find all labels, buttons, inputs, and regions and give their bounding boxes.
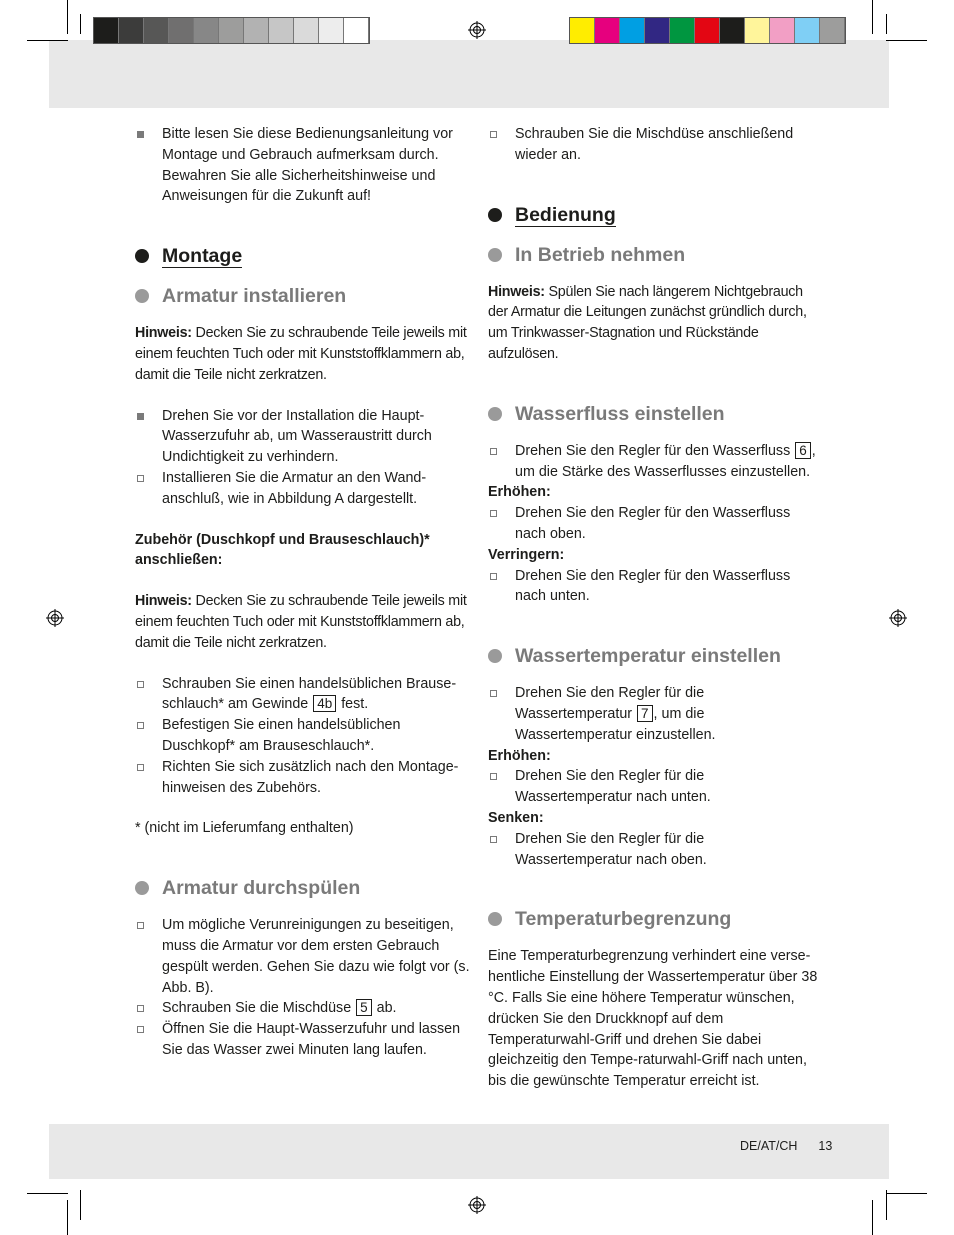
color-swatch — [670, 18, 695, 43]
checkbox-bullet-icon — [490, 448, 497, 455]
checkbox-bullet-icon — [137, 1005, 144, 1012]
gray-circle-icon — [135, 289, 149, 303]
filled-circle-icon — [135, 249, 149, 263]
intro-item — [135, 124, 470, 207]
accessory-step: Schrauben Sie einen handelsüblichen Brause-schlauch* am Gewinde 4b fest. — [135, 674, 470, 716]
checkbox-bullet-icon — [137, 681, 144, 688]
accessory-step: Richten Sie sich zusätzlich nach den Montage-hinweisen des Zubehörs. — [135, 757, 470, 799]
accessory-note: Hinweis: Decken Sie zu schraubende Teile jeweils mit einem feuchten Tuch oder mit Kunststoffklammern ab, damit die Teile nicht zerkratzen. — [135, 593, 467, 651]
footnote: * (nicht im Lieferumfang enthalten) — [135, 820, 354, 837]
checkbox-bullet-icon — [490, 131, 497, 138]
limit-paragraph: Eine Temperaturbegrenzung verhindert eine verse-hentliche Einstellung der Wassertemperatur über 38 °C. Falls Sie eine höhere Temperatur wünschen, drücken Sie den Druckknopf auf dem Temperaturwahl-Griff und drehen Sie dabei gleichzeitig den Tempe-raturwahl-Griff nach unten, bis die gewünschte Temperatur erreicht ist. — [488, 948, 818, 1090]
page-footer — [740, 1138, 832, 1154]
subsection-heading-temperature: Wassertemperatur einstellen — [488, 643, 823, 669]
lower-label: Senken: — [488, 809, 544, 826]
color-swatch — [770, 18, 795, 43]
install-note: Hinweis: Decken Sie zu schraubende Teile jeweils mit einem feuchten Tuch oder mit Kunststoffklammern ab, damit die Teile nicht zerkratzen. — [135, 325, 467, 383]
color-swatch — [119, 18, 144, 43]
flow-step: Drehen Sie den Regler für den Wasserfluss nach oben. — [488, 503, 823, 545]
checkbox-bullet-icon — [490, 690, 497, 697]
square-bullet-icon — [137, 131, 144, 138]
checkbox-bullet-icon — [137, 1026, 144, 1033]
decrease-label: Verringern: — [488, 546, 565, 563]
intro-text: Bitte lesen Sie diese Bedienungsanleitung vor Montage und Gebrauch aufmerksam durch. Bewahren Sie alle Sicherheitshinweise und Anweisungen für die Zukunft auf! — [162, 126, 453, 205]
cmyk-color-bar — [569, 17, 846, 44]
accessory-step: Befestigen Sie einen handelsüblichen Duschkopf* am Brauseschlauch*. — [135, 715, 470, 757]
registration-mark-icon — [889, 609, 907, 627]
flush-step: Schrauben Sie die Mischdüse 5 ab. — [135, 998, 470, 1019]
color-swatch — [169, 18, 194, 43]
square-bullet-icon — [137, 413, 144, 420]
color-swatch — [795, 18, 820, 43]
region-label: DE/AT/CH — [740, 1139, 798, 1153]
color-swatch — [319, 18, 344, 43]
gray-circle-icon — [488, 407, 502, 421]
gray-circle-icon — [135, 881, 149, 895]
subsection-heading-startup: In Betrieb nehmen — [488, 242, 823, 268]
checkbox-bullet-icon — [490, 836, 497, 843]
flush-step: Schrauben Sie die Mischdüse anschließend wieder an. — [488, 124, 823, 166]
page-number: 13 — [818, 1139, 833, 1153]
temp-step: Drehen Sie den Regler für die Wassertemperatur 7 , um die Wassertemperatur einzustellen. — [488, 683, 823, 745]
accessory-heading: Zubehör (Duschkopf und Brauseschlauch)* anschließen: — [135, 531, 430, 569]
temp-step: Drehen Sie den Regler für die Wassertemperatur nach oben. — [488, 829, 823, 871]
flow-step: Drehen Sie den Regler für den Wasserfluss nach unten. — [488, 566, 823, 608]
flush-step: Um mögliche Verunreinigungen zu beseitigen, muss die Armatur vor dem ersten Gebrauch gespült werden. Gehen Sie dazu wie folgt vor (s. Abb. B). — [135, 915, 470, 998]
color-swatch — [294, 18, 319, 43]
temp-step: Drehen Sie den Regler für die Wassertemperatur nach unten. — [488, 766, 823, 808]
checkbox-bullet-icon — [137, 922, 144, 929]
install-step: Drehen Sie vor der Installation die Haupt-Wasserzufuhr ab, um Wasseraustritt durch Undichtigkeit zu verhindern. — [135, 406, 470, 468]
subsection-heading-install: Armatur installieren — [135, 283, 470, 309]
part-ref-5: 5 — [356, 999, 372, 1016]
gray-circle-icon — [488, 912, 502, 926]
gray-circle-icon — [488, 248, 502, 262]
subsection-heading-flow: Wasserfluss einstellen — [488, 401, 823, 427]
gray-circle-icon — [488, 649, 502, 663]
subsection-heading-limit: Temperaturbegrenzung — [488, 906, 823, 932]
left-column — [135, 124, 470, 1061]
part-ref-6: 6 — [795, 442, 811, 459]
color-swatch — [194, 18, 219, 43]
color-swatch — [94, 18, 119, 43]
increase-label: Erhöhen: — [488, 747, 551, 764]
checkbox-bullet-icon — [490, 773, 497, 780]
color-swatch — [820, 18, 845, 43]
color-swatch — [645, 18, 670, 43]
right-column — [488, 124, 823, 1092]
color-swatch — [144, 18, 169, 43]
header-band — [49, 40, 889, 108]
color-swatch — [344, 18, 369, 43]
install-step: Installieren Sie die Armatur an den Wand-anschluß, wie in Abbildung A dargestellt. — [135, 468, 470, 510]
color-swatch — [244, 18, 269, 43]
checkbox-bullet-icon — [490, 573, 497, 580]
section-heading-montage: Montage — [135, 243, 470, 269]
checkbox-bullet-icon — [137, 764, 144, 771]
part-ref-7: 7 — [637, 705, 653, 722]
registration-mark-icon — [46, 609, 64, 627]
color-swatch — [745, 18, 770, 43]
color-swatch — [620, 18, 645, 43]
color-swatch — [570, 18, 595, 43]
increase-label: Erhöhen: — [488, 484, 551, 501]
color-swatch — [269, 18, 294, 43]
color-swatch — [720, 18, 745, 43]
checkbox-bullet-icon — [137, 722, 144, 729]
gray-color-bar — [93, 17, 370, 44]
section-heading-operation: Bedienung — [488, 202, 823, 228]
color-swatch — [595, 18, 620, 43]
registration-mark-icon — [468, 1196, 486, 1214]
subsection-heading-flush: Armatur durchspülen — [135, 875, 470, 901]
flow-step: Drehen Sie den Regler für den Wasserfluss 6 , um die Stärke des Wasserflusses einzustellen. — [488, 441, 823, 483]
part-ref-4b: 4b — [313, 695, 336, 712]
checkbox-bullet-icon — [137, 475, 144, 482]
color-swatch — [219, 18, 244, 43]
checkbox-bullet-icon — [490, 510, 497, 517]
registration-mark-icon — [468, 21, 486, 39]
filled-circle-icon — [488, 208, 502, 222]
color-swatch — [695, 18, 720, 43]
flush-step: Öffnen Sie die Haupt-Wasserzufuhr und lassen Sie das Wasser zwei Minuten lang laufen. — [135, 1019, 470, 1061]
startup-note: Hinweis: Spülen Sie nach längerem Nichtgebrauch der Armatur die Leitungen zunächst gründlich durch, um Trinkwasser-Stagnation und Rückstände aufzulösen. — [488, 283, 807, 362]
